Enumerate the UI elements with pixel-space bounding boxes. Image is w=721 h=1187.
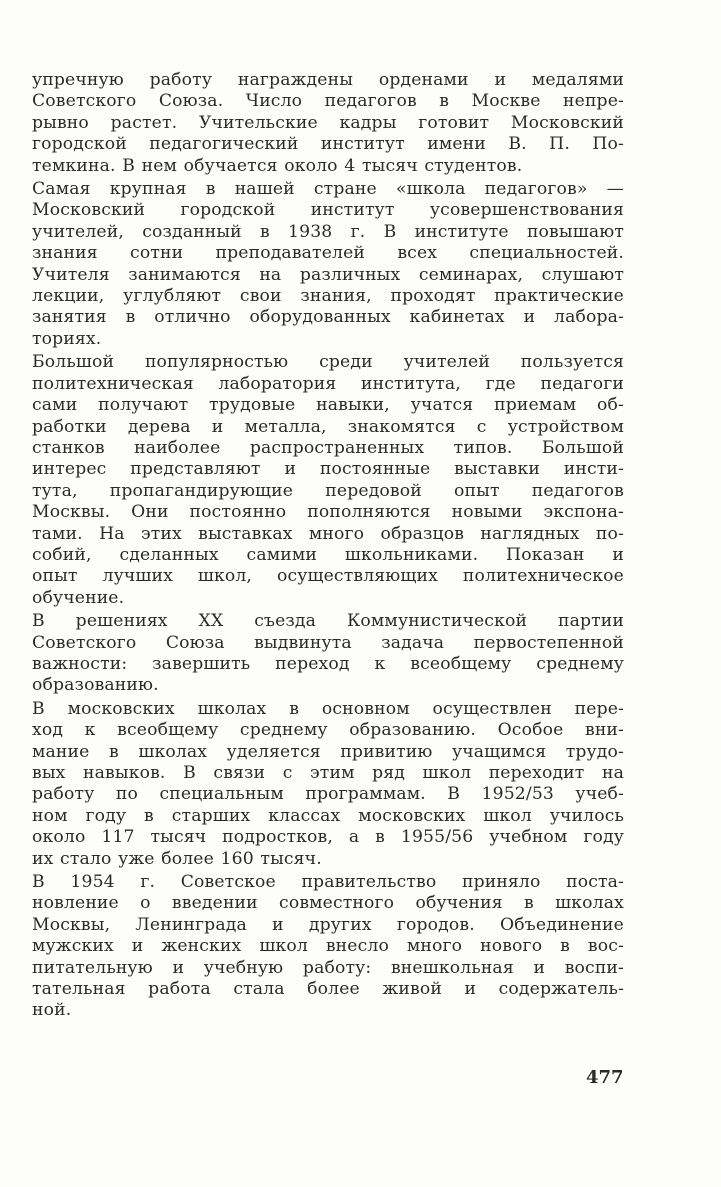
- text-line: тута, пропагандирующие передовой опыт педагогов: [32, 480, 624, 501]
- paragraph-1: [32, 70, 624, 177]
- text-line: тами. На этих выставках много образцов наглядных по-: [32, 523, 624, 544]
- text-line: ториях.: [32, 328, 102, 349]
- text-line: Учителя занимаются на различных семинарах, слушают: [32, 264, 624, 285]
- text-line: опыт лучших школ, осуществляющих политехническое: [32, 566, 624, 587]
- text-line: тательная работа стала более живой и содержатель-: [32, 979, 624, 1000]
- paragraph-4: [32, 611, 624, 697]
- text-line: учителей, созданный в 1938 г. В институте повышают: [32, 221, 624, 242]
- text-line: работки дерева и металла, знакомятся с устройством: [32, 416, 624, 437]
- text-line: В решениях XX съезда Коммунистической партии: [32, 611, 624, 632]
- text-line: В московских школах в основном осуществлен пере-: [32, 698, 624, 719]
- text-line: станков наиболее распространенных типов. Большой: [32, 437, 624, 458]
- text-line: Советского Союза. Число педагогов в Москве непре-: [32, 91, 624, 112]
- text-line: сами получают трудовые навыки, учатся приемам об-: [32, 395, 624, 416]
- text-line: новление о введении совместного обучения в школах: [32, 893, 624, 914]
- text-line: образованию.: [32, 675, 159, 696]
- text-line: темкина. В нем обучается около 4 тысяч студентов.: [32, 155, 523, 176]
- text-line: собий, сделанных самими школьниками. Показан и: [32, 544, 624, 565]
- text-line: лекции, углубляют свои знания, проходят практические: [32, 286, 624, 307]
- paragraph-5: [32, 699, 624, 870]
- text-line: мание в школах уделяется привитию учащимся трудо-: [32, 741, 624, 762]
- text-line: интерес представляют и постоянные выставки инсти-: [32, 459, 624, 480]
- text-line: Москвы, Ленинграда и других городов. Объединение: [32, 914, 624, 935]
- text-line: ной.: [32, 1000, 72, 1021]
- text-line: городской педагогический институт имени В. П. По-: [32, 134, 624, 155]
- text-line: их стало уже более 160 тысяч.: [32, 848, 322, 869]
- text-line: Самая крупная в нашей стране «школа педагогов» —: [32, 179, 624, 200]
- text-line: ход к всеобщему среднему образованию. Особое вни-: [32, 720, 624, 741]
- text-line: политехническая лаборатория института, где педагоги: [32, 373, 624, 394]
- paragraph-2: [32, 179, 624, 350]
- text-line: мужских и женских школ внесло много нового в вос-: [32, 936, 624, 957]
- text-line: знания сотни преподавателей всех специальностей.: [32, 243, 624, 264]
- text-line: рывно растет. Учительские кадры готовит Московский: [32, 112, 624, 133]
- body-text: [32, 70, 624, 1024]
- text-line: Москвы. Они постоянно пополняются новыми экспона-: [32, 502, 624, 523]
- paragraph-6: [32, 872, 624, 1022]
- text-line: около 117 тысяч подростков, а в 1955/56 учебном году: [32, 827, 624, 848]
- text-line: Советского Союза выдвинута задача первостепенной: [32, 632, 624, 653]
- text-line: важности: завершить переход к всеобщему среднему: [32, 653, 624, 674]
- page-number: 477: [586, 1067, 624, 1088]
- text-line: занятия в отлично оборудованных кабинетах и лабора-: [32, 307, 624, 328]
- paragraph-3: [32, 352, 624, 609]
- text-line: упречную работу награждены орденами и медалями: [32, 70, 624, 90]
- text-line: В 1954 г. Советское правительство приняло поста-: [32, 872, 624, 893]
- text-line: питательную и учебную работу: внешкольная и воспи-: [32, 957, 624, 978]
- text-line: вых навыков. В связи с этим ряд школ переходит на: [32, 763, 624, 783]
- text-line: ном году в старших классах московских школ училось: [32, 805, 624, 826]
- text-line: Большой популярностью среди учителей пользуется: [32, 352, 624, 373]
- text-line: обучение.: [32, 587, 125, 608]
- text-line: Московский городской институт усовершенствования: [32, 200, 624, 221]
- text-line: работу по специальным программам. В 1952/53 учеб-: [32, 784, 624, 805]
